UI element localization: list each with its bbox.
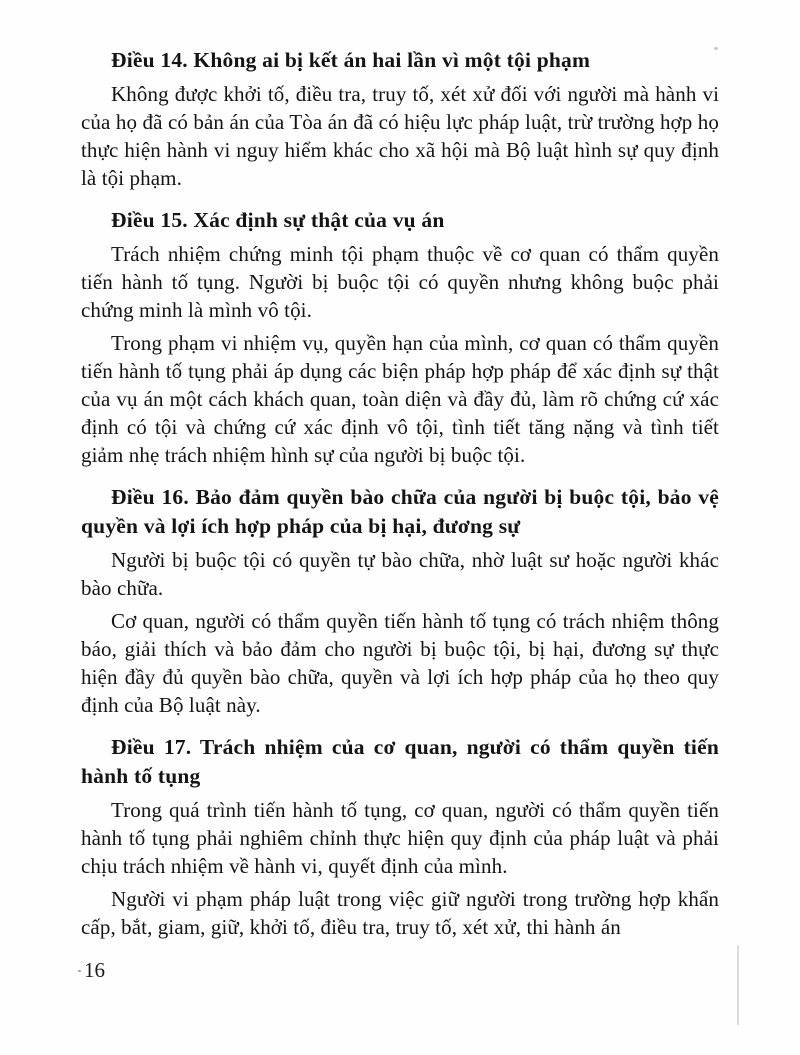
article-14-paragraph-1: Không được khởi tố, điều tra, truy tố, xét xử đối với người mà hành vi của họ đã có bản án của Tòa án đã có hiệu lực pháp luật, trừ trường hợp họ thực hiện hành vi nguy hiểm khác cho xã hội mà Bộ luật hình sự quy định là tội phạm. [81, 82, 719, 190]
article-17 [81, 733, 719, 941]
page-number: 16 [84, 958, 105, 982]
article-17-heading: Điều 17. Trách nhiệm của cơ quan, người có thẩm quyền tiến hành tố tụng [81, 735, 719, 788]
article-16 [81, 483, 719, 719]
article-15-heading: Điều 15. Xác định sự thật của vụ án [111, 208, 445, 232]
article-17-paragraph-1: Trong quá trình tiến hành tố tụng, cơ quan, người có thẩm quyền tiến hành tố tụng phải nghiêm chỉnh thực hiện quy định của pháp luật và phải chịu trách nhiệm về hành vi, quyết định của mình. [81, 798, 719, 878]
article-14 [81, 46, 719, 192]
article-15 [81, 206, 719, 469]
article-16-heading: Điều 16. Bảo đảm quyền bào chữa của người bị buộc tội, bảo vệ quyền và lợi ích hợp pháp của bị hại, đương sự [81, 485, 719, 538]
article-16-paragraph-2: Cơ quan, người có thẩm quyền tiến hành tố tụng có trách nhiệm thông báo, giải thích và bảo đảm cho người bị buộc tội, bị hại, đương sự thực hiện đầy đủ quyền bào chữa, quyền và lợi ích hợp pháp của họ theo quy định của Bộ luật này. [81, 609, 719, 717]
text-block [81, 46, 719, 946]
scan-artifact-speck [714, 47, 718, 50]
article-16-paragraph-1: Người bị buộc tội có quyền tự bào chữa, nhờ luật sư hoặc người khác bào chữa. [81, 548, 719, 600]
scan-artifact-line [737, 945, 739, 1025]
article-15-paragraph-1: Trách nhiệm chứng minh tội phạm thuộc về cơ quan có thẩm quyền tiến hành tố tụng. Người bị buộc tội có quyền nhưng không buộc phải chứng minh là mình vô tội. [81, 242, 719, 322]
article-17-paragraph-2: Người vi phạm pháp luật trong việc giữ người trong trường hợp khẩn cấp, bắt, giam, giữ, khởi tố, điều tra, truy tố, xét xử, thi hành án [81, 887, 719, 939]
article-14-heading: Điều 14. Không ai bị kết án hai lần vì một tội phạm [111, 48, 591, 72]
article-15-paragraph-2: Trong phạm vi nhiệm vụ, quyền hạn của mình, cơ quan có thẩm quyền tiến hành tố tụng phải áp dụng các biện pháp hợp pháp để xác định sự thật của vụ án một cách khách quan, toàn diện và đầy đủ, làm rõ chứng cứ xác định có tội và chứng cứ xác định vô tội, tình tiết tăng nặng và tình tiết giảm nhẹ trách nhiệm hình sự của người bị buộc tội. [81, 331, 719, 467]
scan-artifact-speck [78, 970, 81, 972]
